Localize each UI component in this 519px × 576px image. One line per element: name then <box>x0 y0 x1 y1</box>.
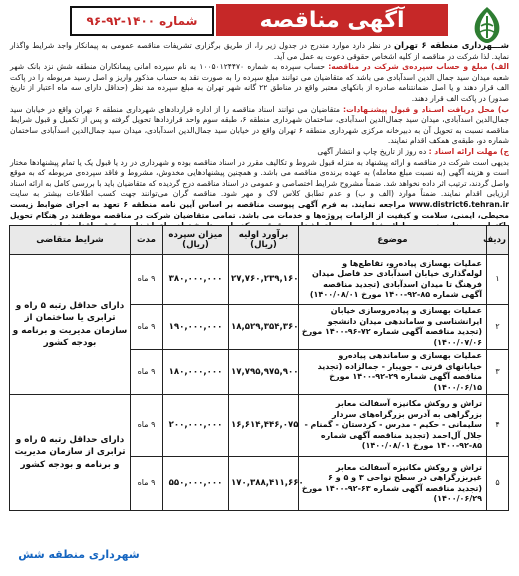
header-row-number: ردیف <box>487 226 509 255</box>
row-deposit: ۳۸۰,۰۰۰,۰۰۰ <box>163 255 229 305</box>
section-d <box>10 158 509 232</box>
ad-header <box>70 4 448 36</box>
row-duration: ۹ ماه <box>131 305 163 350</box>
row-conditions: دارای حداقل رتبه ۵ راه و ترابری یا ساختمان از سازمان مدیریت و برنامه و بودجه کشور <box>10 255 131 395</box>
row-topic: عملیات بهسازی و پیاده‌روسازی خیابان ایرانشناسی و ساماندهی میدان دانشجو (تجدید مناقصه آگهی شماره ۷۲-۹۶-۱۴۰۰ مورخ ۱۴۰۰/۰۷/۰۶) <box>299 305 487 350</box>
ad-number-label: شماره <box>159 14 198 28</box>
row-number: ۵ <box>487 457 509 511</box>
section-c <box>10 147 509 158</box>
row-number: ۴ <box>487 395 509 457</box>
header-deposit: میزان سپرده (ریال) <box>163 226 229 255</box>
tender-table <box>10 225 509 511</box>
intro-paragraph <box>10 40 509 62</box>
row-number: ۲ <box>487 305 509 350</box>
header-duration: مدت <box>131 226 163 255</box>
row-deposit: ۲۰۰,۰۰۰,۰۰۰ <box>163 395 229 457</box>
section-e-text: مراجعه نمایند. به فرم آگهی پیوست مناقصه بر اساس آیین نامه منطقه ۶ تعهد به اجرای ضوابط زیست محیطی، ایمنی، سلامت و کیفیت از الزامات پروژه‌ها و خدمات می باشد. تمامی متقاضیان شرکت در مناقصه موظفند در هنگام تحویل <box>10 199 509 220</box>
section-a-text: حساب سپرده به شماره ۱۰۰۵۰۱۲۴۴۷۰ به نام سپرده امانی پیمانکاران منطقه شش نزد بانک شهر شعبه میدان سید جمال الدین اسدآبادی می باشد که متقاضیان می توانند مبلغ سپرده را به صورت نقد به حساب مذکور واریز و اصل رسید مربوطه را در پاکت الف قرار دهند و یا اصل ضمانتنامه صادره از بانکهای معتبر واقع در مناطق ۲۲ گانه شهر تهران به مبلغ سپرده مد نظر (حداقل دارای سه ماه اعتبار از تاریخ صدور) در پاکت الف قرار دهند. <box>10 62 509 103</box>
section-d-text: بدیهی است شرکت در مناقصه و ارائه پیشنهاد به منزله قبول شروط و تکالیف مقرر در اسناد مناقصه بوده و شهرداری در رد یا قبول یک یا تمام پیشنهادها مختار است و هزینه آگهی (به نسبت مبلغ معامله) به عهده برنده‌ی مناقصه می باشد. و همچنین پیشنهادهایی مخدوش، مشروط و فاقد سپرده‌ی مربوطه که به موقع واصل گردند، ترتیب اثر داده نخواهد شد. ضمناً مشروح شرایط اختصاصی و عمومی در اسناد مناقصه درج گردیده که متقاضیان باید با بررسی کامل به ارائه اسناد ارزیابی اقدام نمایند. ضمناً موارد (الف و ب) و عدم تطابق کلاس لاک و مهر شود. مناقصه گران می‌توانند جهت کسب اطلاعات بیشتر به سایت <box>9 157 509 199</box>
row-topic: عملیات بهسازی پیاده‌رو، تقاطع‌ها و لوله‌گذاری خیابان اسدآبادی حد فاصل میدان فرهنگ تا میدان اسدآبادی (تجدید مناقصه آگهی شماره ۸۵-۹۲-۱۴۰۰ مورخ ۱۴۰۰/۰۸/۰۱) <box>299 255 487 305</box>
table-row <box>10 395 509 457</box>
row-estimate: ۱۸,۵۲۹,۳۵۴,۳۶۰ <box>229 305 299 350</box>
ad-number <box>70 6 214 36</box>
ad-number-value: ۹۶-۹۲-۱۴۰۰ <box>86 14 156 28</box>
header-topic: موضوع <box>299 226 487 255</box>
website-link[interactable]: www.district6.tehran.ir <box>409 199 509 209</box>
row-duration: ۹ ماه <box>131 255 163 305</box>
row-number: ۱ <box>487 255 509 305</box>
section-c-label: ج) مهلت ارائه اسناد : <box>428 146 509 156</box>
ad-body <box>10 40 509 232</box>
ad-title: آگهی مناقصه <box>216 4 448 36</box>
row-duration: ۹ ماه <box>131 350 163 395</box>
section-b <box>10 105 509 147</box>
section-a <box>10 62 509 104</box>
row-estimate: ۱۷۰,۳۸۸,۴۱۱,۶۶۰ <box>229 457 299 511</box>
row-estimate: ۱۷,۷۹۵,۹۷۵,۹۰۰ <box>229 350 299 395</box>
row-deposit: ۵۵۰,۰۰۰,۰۰۰ <box>163 457 229 511</box>
row-duration: ۹ ماه <box>131 457 163 511</box>
intro-text: در نظر دارد موارد مندرج در جدول زیر را، از طریق برگزاری تشریفات مناقصه عمومی به پیمانکار واجد شرایط واگذار نماید. لذا شرکت در مناقصه از کلیه اشخاص حقوقی دعوت به عمل می آید. <box>10 41 509 61</box>
row-topic: تراش و روکش مکانیزه آسفالت معابر غیربزرگراهی در سطح نواحی ۳ و ۵ و ۶ (تجدید مناقصه آگهی شماره ۶۳-۹۲-۱۴۰۰ مورخ ۱۴۰۰/۰۶/۲۹) <box>299 457 487 511</box>
section-c-text: ده روز از تاریخ چاپ و انتشار آگهی <box>317 146 427 156</box>
row-estimate: ۲۷,۷۶۰,۲۳۹,۱۶۰ <box>229 255 299 305</box>
section-b-text: متقاضیان می توانند اسناد مناقصه را از اداره قراردادهای شهرداری منطقه ۶ تهران واقع در خیابان سید جمال‌الدین اسدآبادی، میدان سید جمال‌الدین اسدآبادی، ساختمان شهرداری منطقه ۶، طبقه سوم واحد قراردادها تحویل گرفته و پس از تکمیل و قبول شرایط مناقصه نسبت به تحویل آن به دبیرخانه مرکزی شهرداری منطقه ۶ تهران واقع در خیابان سید جمال‌الدین اسدآبادی، میدان سید جمال‌الدین اسدآبادی ساختمان شماره دو، طبقه‌ی همکف اقدام نمایند. <box>10 104 509 146</box>
section-b-label: ب) محل دریافت اسـناد و قبول پیشنـهادات: <box>343 104 509 114</box>
header-conditions: شرایط متقاضی <box>10 226 131 255</box>
intro-lead: شـــهرداری منطقه ۶ تهران <box>393 40 509 50</box>
row-topic: عملیات بهسازی و ساماندهی پیاده‌رو خیابانهای قرنی - جویبار - جمالزاده (تجدید مناقصه آگهی شماره ۲۹-۹۲-۱۴۰۰ مورخ ۱۴۰۰/۰۶/۱۵) <box>299 350 487 395</box>
row-topic: تراش و روکش مکانیزه آسفالت معابر بزرگراهی به آدرس بزرگراه‌های سردار سلیمانی - حکیم - مدرس - کردستان - گمنام - جلال آل‌احمد (تجدید مناقصه آگهی شماره ۸۵-۹۲-۱۴۰۰ مورخ ۱۴۰۰/۰۸/۰۱) <box>299 395 487 457</box>
section-a-label: الف) مبلغ و حساب سپرده‌ی شرکت در مناقصه: <box>328 62 509 72</box>
header-estimate: برآورد اولیه (ریال) <box>229 226 299 255</box>
row-number: ۳ <box>487 350 509 395</box>
row-estimate: ۱۶,۶۱۴,۴۴۶,۰۷۵ <box>229 395 299 457</box>
table-header-row <box>10 226 509 255</box>
row-conditions: دارای حداقل رتبه ۵ راه و ترابری از سازمان مدیریت و برنامه و بودجه کشور <box>10 395 131 511</box>
row-deposit: ۱۹۰,۰۰۰,۰۰۰ <box>163 305 229 350</box>
row-duration: ۹ ماه <box>131 395 163 457</box>
table-row <box>10 255 509 305</box>
row-deposit: ۱۸۰,۰۰۰,۰۰۰ <box>163 350 229 395</box>
signature: شهرداری منطقه شش <box>18 548 140 561</box>
